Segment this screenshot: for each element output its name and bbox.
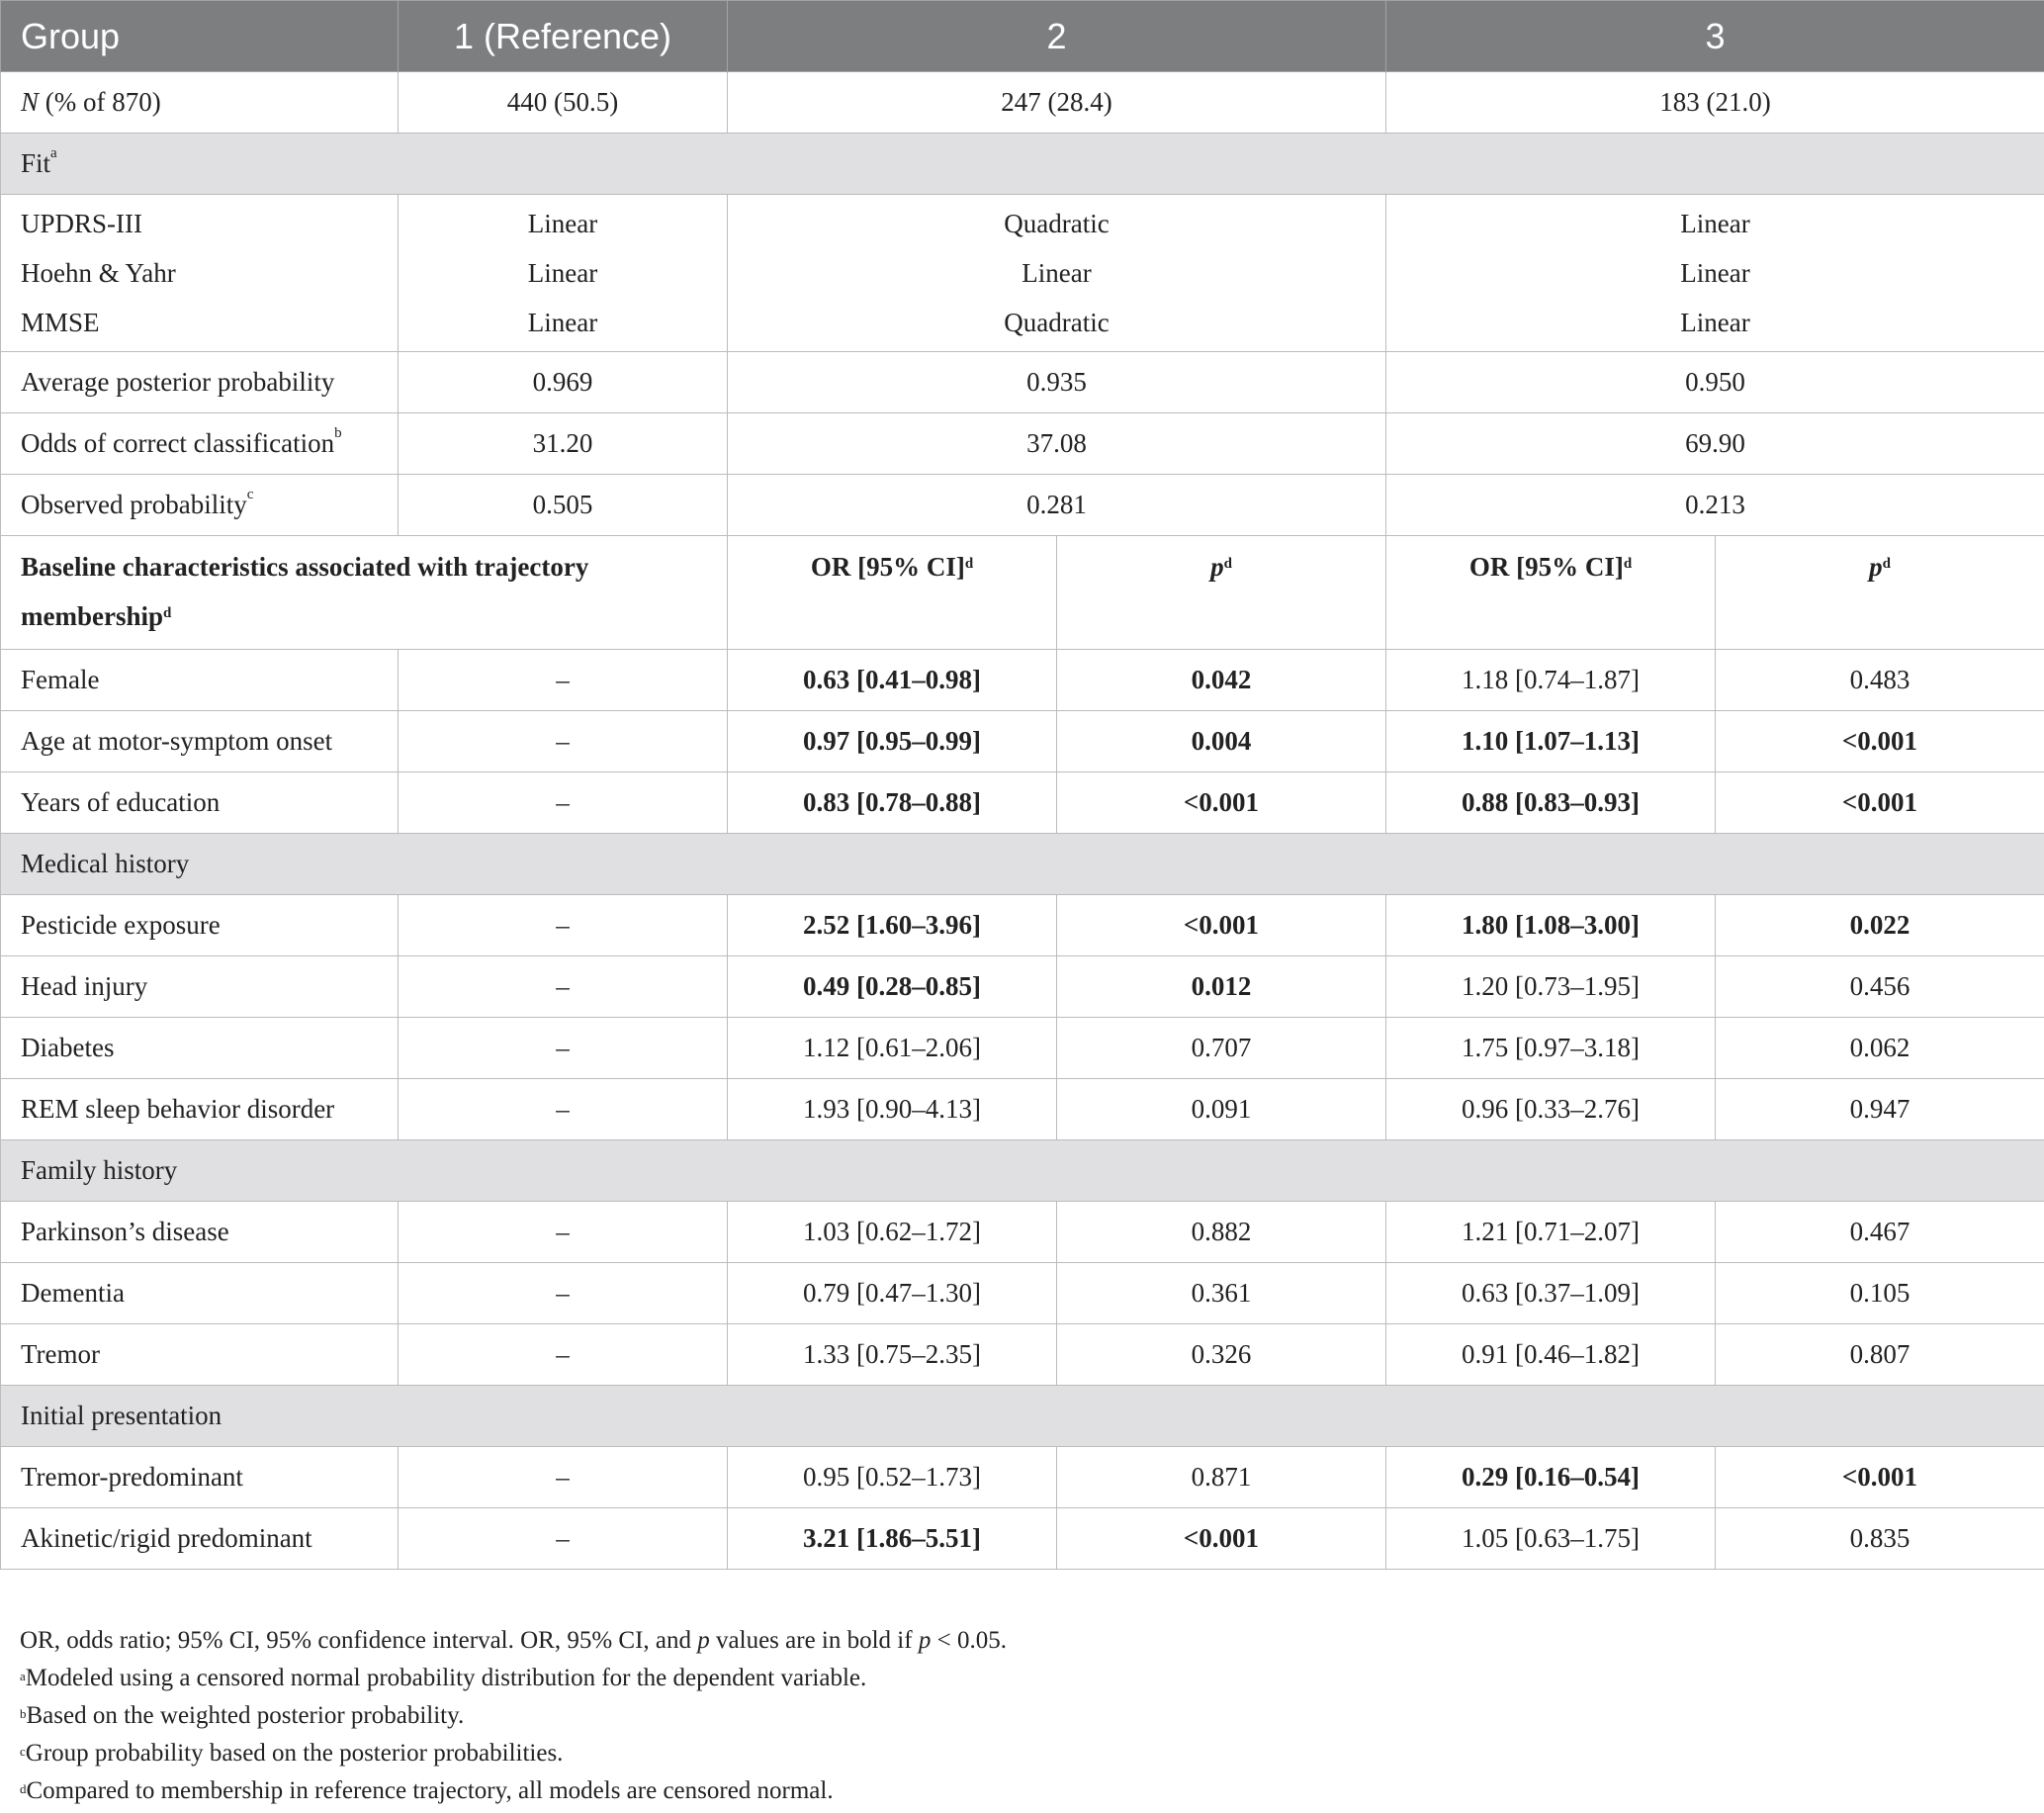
footnote-a: $^a$Modeled using a censored normal probability distribution for the dependent variable. [20,1665,867,1691]
fit-labels: UPDRS-III Hoehn & Yahr MMSE [1,195,399,352]
cell-ref: – [399,956,728,1018]
section-label: Medical history [1,834,2044,895]
observed-prob-row [1,475,2044,536]
cell-or2: 0.49 [0.28–0.85] [728,956,1057,1018]
fit-g2: Quadratic Linear Quadratic [728,195,1386,352]
row-label: Pesticide exposure [1,895,399,956]
header-group-1: 1 (Reference) [399,1,728,72]
table-row [1,711,2044,772]
cell-g2: 0.281 [728,475,1386,536]
row-label: Parkinson’s disease [1,1202,399,1263]
row-label: Age at motor-symptom onset [1,711,399,772]
p-header-g2: $p^d$ [1057,536,1386,650]
table-row [1,1508,2044,1570]
section-fit-label: Fit$^a$ [1,134,2044,195]
cell-p2: 0.012 [1057,956,1386,1018]
cell-or2: 0.83 [0.78–0.88] [728,772,1057,834]
cell-p3: 0.022 [1716,895,2044,956]
cell-or3: 1.18 [0.74–1.87] [1386,650,1716,711]
cell-p2: 0.004 [1057,711,1386,772]
cell-p2: 0.326 [1057,1324,1386,1386]
cell-or3: 1.10 [1.07–1.13] [1386,711,1716,772]
cell-ref: – [399,1263,728,1324]
row-label: Average posterior probability [1,352,399,413]
cell-p3: 0.456 [1716,956,2044,1018]
cell-ref: – [399,1324,728,1386]
section-family-history [1,1140,2044,1202]
cell-or2: 1.03 [0.62–1.72] [728,1202,1057,1263]
or-header-g3: OR [95% CI]$^d$ [1386,536,1716,650]
table-footnotes [20,1622,2027,1810]
cell-or2: 1.12 [0.61–2.06] [728,1018,1057,1079]
cell-p2: <0.001 [1057,772,1386,834]
odds-correct-row [1,413,2044,475]
cell-or3: 1.80 [1.08–3.00] [1386,895,1716,956]
cell-ref: – [399,1447,728,1508]
fit-g3: Linear Linear Linear [1386,195,2044,352]
row-label: Female [1,650,399,711]
cell-ref: – [399,1079,728,1140]
cell-or3: 0.91 [0.46–1.82] [1386,1324,1716,1386]
cell-p3: <0.001 [1716,1447,2044,1508]
header-group: Group [1,1,399,72]
n-g1: 440 (50.5) [399,72,728,134]
cell-g2: 0.935 [728,352,1386,413]
header-group-3: 3 [1386,1,2044,72]
footnote-d: $^d$Compared to membership in reference trajectory, all models are censored normal. [20,1777,834,1804]
cell-g3: 0.950 [1386,352,2044,413]
fit-g1: Linear Linear Linear [399,195,728,352]
or-header-g2: OR [95% CI]$^d$ [728,536,1057,650]
cell-p2: 0.882 [1057,1202,1386,1263]
cell-ref: – [399,1018,728,1079]
cell-or3: 0.63 [0.37–1.09] [1386,1263,1716,1324]
section-label: Family history [1,1140,2044,1202]
cell-or2: 1.93 [0.90–4.13] [728,1079,1057,1140]
row-label: Observed probability$^c$ [1,475,399,536]
table-header-row [1,1,2044,72]
section-label: Initial presentation [1,1386,2044,1447]
table-row [1,956,2044,1018]
n-row [1,72,2044,134]
cell-p3: 0.483 [1716,650,2044,711]
cell-or2: 0.97 [0.95–0.99] [728,711,1057,772]
section-fit [1,134,2044,195]
cell-ref: – [399,650,728,711]
footnote-abbreviations: OR, odds ratio; 95% CI, 95% confidence interval. OR, 95% CI, and p values are in bold if p < 0.05. [20,1627,1007,1654]
baseline-header-row [1,536,2044,650]
cell-or2: 0.95 [0.52–1.73] [728,1447,1057,1508]
section-medical-history [1,834,2044,895]
cell-p2: 0.042 [1057,650,1386,711]
table-row [1,1202,2044,1263]
table-row [1,650,2044,711]
cell-g2: 37.08 [728,413,1386,475]
table-row [1,1263,2044,1324]
cell-p3: 0.835 [1716,1508,2044,1570]
cell-or2: 0.79 [0.47–1.30] [728,1263,1057,1324]
n-label: N (% of 870) [1,72,399,134]
row-label: Tremor-predominant [1,1447,399,1508]
avg-posterior-row [1,352,2044,413]
cell-g1: 31.20 [399,413,728,475]
baseline-title: Baseline characteristics associated with trajectory membership$^d$ [1,536,728,650]
header-group-2: 2 [728,1,1386,72]
cell-or3: 0.29 [0.16–0.54] [1386,1447,1716,1508]
cell-or3: 0.88 [0.83–0.93] [1386,772,1716,834]
cell-or3: 1.20 [0.73–1.95] [1386,956,1716,1018]
cell-g3: 69.90 [1386,413,2044,475]
row-label: Tremor [1,1324,399,1386]
cell-p3: <0.001 [1716,772,2044,834]
cell-or3: 1.21 [0.71–2.07] [1386,1202,1716,1263]
cell-p3: 0.062 [1716,1018,2044,1079]
section-initial-presentation [1,1386,2044,1447]
cell-ref: – [399,1508,728,1570]
cell-ref: – [399,711,728,772]
row-label: Dementia [1,1263,399,1324]
cell-or2: 0.63 [0.41–0.98] [728,650,1057,711]
cell-or2: 2.52 [1.60–3.96] [728,895,1057,956]
cell-or3: 1.75 [0.97–3.18] [1386,1018,1716,1079]
fit-row [1,195,2044,352]
cell-p3: 0.947 [1716,1079,2044,1140]
row-label: Years of education [1,772,399,834]
row-label: Odds of correct classification$^b$ [1,413,399,475]
row-label: Head injury [1,956,399,1018]
cell-p2: 0.091 [1057,1079,1386,1140]
cell-or2: 1.33 [0.75–2.35] [728,1324,1057,1386]
cell-p3: 0.807 [1716,1324,2044,1386]
cell-or2: 3.21 [1.86–5.51] [728,1508,1057,1570]
cell-p2: 0.707 [1057,1018,1386,1079]
cell-or3: 1.05 [0.63–1.75] [1386,1508,1716,1570]
cell-ref: – [399,772,728,834]
row-label: Diabetes [1,1018,399,1079]
cell-g1: 0.969 [399,352,728,413]
cell-p2: 0.871 [1057,1447,1386,1508]
cell-p3: 0.467 [1716,1202,2044,1263]
cell-ref: – [399,1202,728,1263]
cell-ref: – [399,895,728,956]
table-row [1,895,2044,956]
cell-p3: 0.105 [1716,1263,2044,1324]
cell-or3: 0.96 [0.33–2.76] [1386,1079,1716,1140]
cell-p2: <0.001 [1057,1508,1386,1570]
footnote-b: $^b$Based on the weighted posterior probability. [20,1702,465,1729]
p-header-g3: $p^d$ [1716,536,2044,650]
table-row [1,1018,2044,1079]
row-label: REM sleep behavior disorder [1,1079,399,1140]
cell-g3: 0.213 [1386,475,2044,536]
cell-p3: <0.001 [1716,711,2044,772]
table-row [1,1079,2044,1140]
table-row [1,1447,2044,1508]
n-g2: 247 (28.4) [728,72,1386,134]
table-row [1,1324,2044,1386]
table-row [1,772,2044,834]
n-g3: 183 (21.0) [1386,72,2044,134]
cell-g1: 0.505 [399,475,728,536]
row-label: Akinetic/rigid predominant [1,1508,399,1570]
cell-p2: 0.361 [1057,1263,1386,1324]
footnote-c: $^c$Group probability based on the posterior probabilities. [20,1740,564,1767]
cell-p2: <0.001 [1057,895,1386,956]
